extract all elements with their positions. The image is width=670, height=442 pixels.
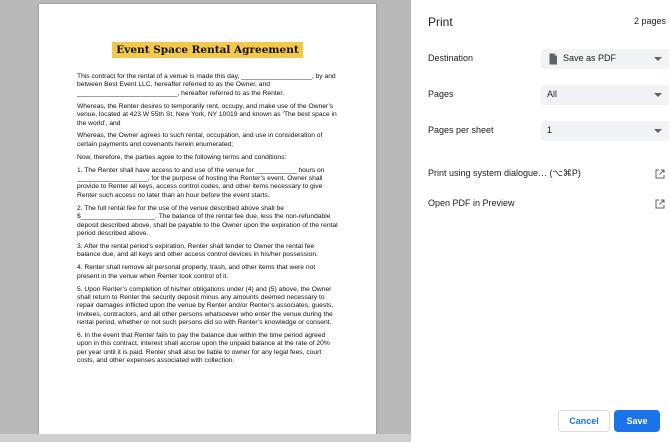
document-paragraph: Now, therefore, the parties agree to the following terms and conditions: xyxy=(77,153,287,161)
document-paragraph: Whereas, the Owner agrees to such rental, occupation, and use in consideration of certain payments and covenants herein enumerated; xyxy=(77,132,323,148)
print-settings-panel xyxy=(411,0,670,442)
pages-value: All xyxy=(547,89,558,99)
document-paragraph: 4. Renter shall remove all personal property, trash, and other items that were not present in the venue when Renter took control of it. xyxy=(77,264,316,280)
pages-row xyxy=(428,85,670,105)
panel-header xyxy=(428,15,666,31)
document-paragraph: Whereas, the Renter desires to temporarily rent, occupy, and make use of the Owner’s venue, located at 423 W 55th St, New York, NY 10019 and known as ‘The best space in the world’, and xyxy=(77,102,337,127)
pages-label: Pages xyxy=(428,89,454,99)
destination-select[interactable] xyxy=(541,49,669,69)
pages-per-sheet-value: 1 xyxy=(547,125,553,135)
document-paragraph: 2. The full rental fee for the use of the venue described above shall be $____________________. The balance of the rental fee due, less the non-refundable deposit described above, shall be payable to the Owner upon the expiration of the rental period described above. xyxy=(77,204,338,237)
panel-title: Print xyxy=(428,15,453,29)
system-dialog-label: Print using system dialogue… (⌥⌘P) xyxy=(428,168,581,178)
pages-per-sheet-label: Pages per sheet xyxy=(428,125,494,135)
document-paragraph: 3. After the rental period’s expiration, Renter shall tender to Owner the rental fee balance due, and all keys and other access control devices in his/her possession. xyxy=(77,242,318,259)
open-in-new-icon xyxy=(655,199,665,209)
chevron-down-icon xyxy=(654,93,662,97)
open-preview-label: Open PDF in Preview xyxy=(428,198,515,208)
chevron-down-icon xyxy=(654,57,662,61)
document-paragraph: This contract for the rental of a venue is made this day, ___________________, by and between Best Event LLC, hereafter referred to as the Owner, and ___________________________, hereafter referred to as the Renter. xyxy=(77,73,336,97)
cancel-button[interactable]: Cancel xyxy=(558,410,610,432)
destination-row xyxy=(428,49,670,69)
document-paragraph: 1. The Renter shall have access to and use of the venue for ___________ hours on ___________________, for the purpose of hosting the Renter’s event. Owner shall provide to Renter all keys, access control codes, and other items necessary to give Renter such access no later than an hour before the event starts. xyxy=(77,166,325,199)
chevron-down-icon xyxy=(654,129,662,133)
destination-label: Destination xyxy=(428,53,474,63)
document-title: Event Space Rental Agreement xyxy=(112,42,302,58)
page-count: 2 pages xyxy=(633,16,666,26)
document-paragraph: 5. Upon Renter’s completion of his/her obligations under (4) and (5) above, the Owner shall return to Renter the security deposit minus any amounts deemed necessary to repair damages inflicted upon the venue by Renter and/or Renter’s associates, guests, invitees, contractors, and all other persons whatsoever who enter the venue during the rental period, whether or not such persons did so with Renter’s knowledge or consent. xyxy=(77,285,334,327)
pages-select[interactable] xyxy=(541,85,669,105)
pages-per-sheet-select[interactable] xyxy=(541,121,669,141)
destination-value: Save as PDF xyxy=(563,53,617,63)
save-button[interactable]: Save xyxy=(614,410,660,432)
pages-per-sheet-row xyxy=(428,121,670,141)
open-preview-link[interactable] xyxy=(428,197,665,213)
system-dialog-link[interactable] xyxy=(428,167,665,183)
document-icon xyxy=(547,53,559,65)
open-in-new-icon xyxy=(655,169,665,179)
document-body xyxy=(77,73,339,370)
document-page xyxy=(39,4,376,437)
document-paragraph: 6. In the event that Renter fails to pay the balance due within the time period agreed upon in this contract, interest shall accrue upon the unpaid balance at the rate of 20% per year until it is paid. Renter shall also be liable to owner for any legal fees, court costs, and other expenses associated with collection. xyxy=(77,332,330,365)
